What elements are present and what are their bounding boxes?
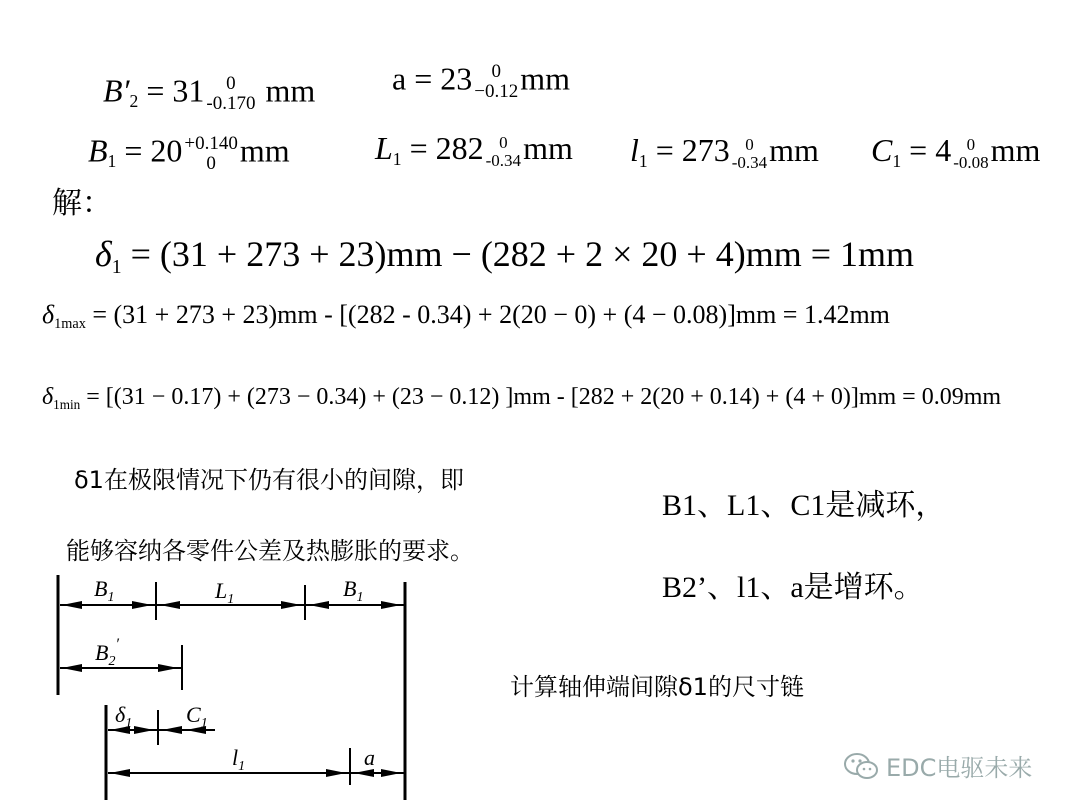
label-b1-right: $B_1$ bbox=[343, 576, 364, 605]
given-l1-big: L1 = 282 0 -0.34 mm bbox=[375, 130, 573, 170]
increasing-links: B2’、l1、a是增环。 bbox=[662, 571, 924, 604]
watermark-text: EDC电驱未来 bbox=[886, 754, 1033, 782]
label-a: a bbox=[364, 745, 375, 770]
label-l1-small: $l_1$ bbox=[232, 745, 246, 774]
equation-delta1: δ1 = (31 + 273 + 23)mm − (282 + 2 × 20 + 4)mm = 1mm bbox=[95, 234, 915, 278]
given-b1: B1 = 20 +0.140 0 mm bbox=[88, 132, 290, 174]
given-c1: C1 = 4 0 -0.08 mm bbox=[871, 132, 1041, 172]
label-delta1: $\delta_1$ bbox=[115, 702, 133, 731]
wechat-icon bbox=[842, 751, 880, 781]
decreasing-links: B1、L1、C1是减环， bbox=[662, 489, 946, 522]
given-b2: B′2 = 31 0 -0.170 mm bbox=[103, 72, 316, 114]
equation-delta1-min: δ1min = [(31 − 0.17) + (273 − 0.34) + (23 − 0.12) ]mm - [282 + 2(20 + 0.14) + (4 + 0)]mm = 0.09mm bbox=[42, 384, 1002, 412]
given-l1-small: l1 = 273 0 -0.34 mm bbox=[630, 132, 819, 172]
dimension-chain-diagram bbox=[0, 560, 420, 810]
note-line1: δ1在极限情况下仍有很小的间隙，即 bbox=[74, 466, 464, 494]
label-l1: $L_1$ bbox=[215, 578, 235, 607]
solution-label: 解： bbox=[52, 186, 112, 221]
label-b2: $B_2'$ bbox=[95, 636, 119, 669]
label-b1-left: $B_1$ bbox=[94, 576, 115, 605]
diagram-caption: 计算轴伸端间隙δ1的尺寸链 bbox=[510, 673, 804, 701]
equation-delta1-max: δ1max = (31 + 273 + 23)mm - [(282 - 0.34) + 2(20 − 0) + (4 − 0.08)]mm = 1.42mm bbox=[42, 300, 890, 332]
note-line2: 能够容纳各零件公差及热膨胀的要求。 bbox=[66, 537, 474, 565]
given-a: a = 23 0 −0.12 mm bbox=[392, 60, 570, 102]
watermark bbox=[842, 748, 1032, 783]
label-c1: $C_1$ bbox=[186, 702, 208, 731]
